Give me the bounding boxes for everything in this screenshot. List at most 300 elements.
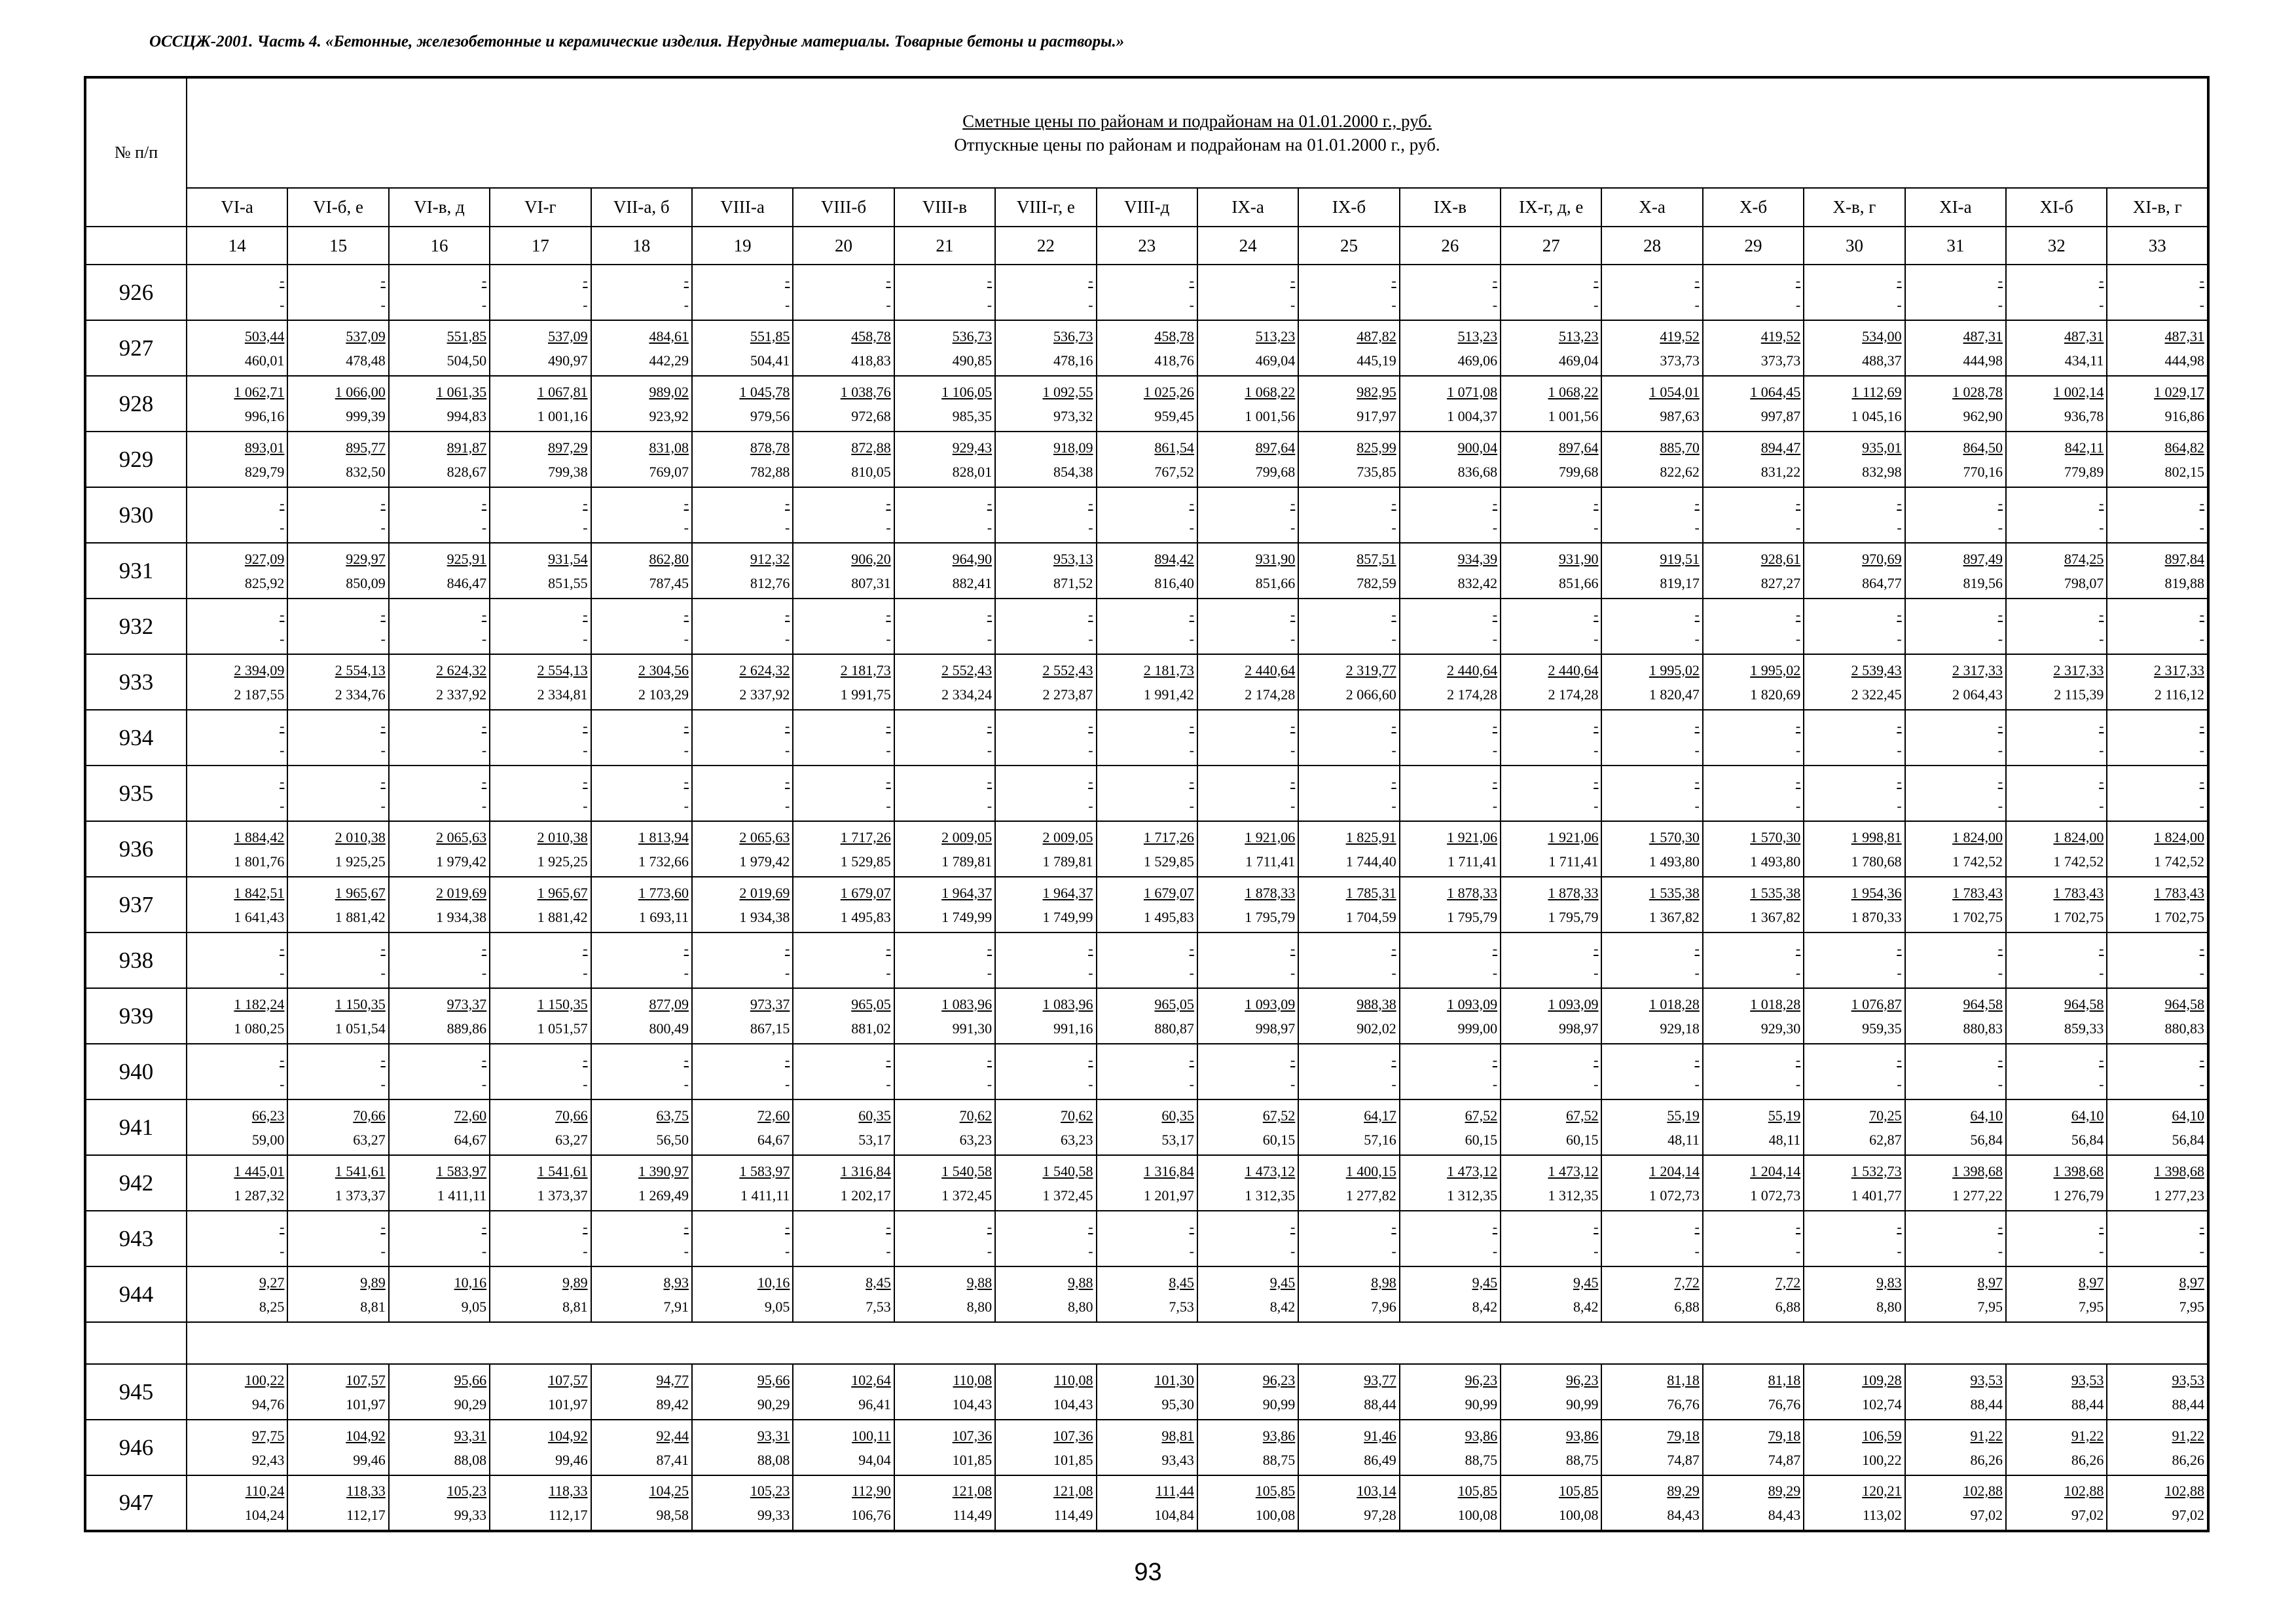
release-price: 2 174,28 — [1245, 686, 1296, 703]
release-price: - — [987, 630, 993, 647]
price-cell — [287, 710, 388, 766]
release-price: 851,55 — [548, 574, 588, 591]
row-number: 935 — [85, 766, 187, 821]
row-number: 944 — [85, 1266, 187, 1322]
release-price: - — [1189, 1242, 1194, 1259]
release-price: 88,44 — [1970, 1395, 2003, 1412]
price-cell — [187, 988, 287, 1044]
estimate-price: - — [987, 940, 993, 957]
estimate-price: 487,31 — [1963, 327, 2003, 344]
estimate-price: 1 878,33 — [1245, 884, 1296, 901]
release-price: 76,76 — [1768, 1395, 1801, 1412]
estimate-price: - — [583, 272, 588, 289]
release-price: - — [1897, 630, 1902, 647]
estimate-price: - — [1391, 606, 1396, 623]
estimate-price: 906,20 — [851, 550, 891, 567]
release-price: 1 287,32 — [234, 1187, 285, 1204]
column-number: 21 — [894, 227, 995, 265]
release-price: 63,27 — [353, 1131, 386, 1148]
estimate-price: 2 624,32 — [436, 661, 487, 678]
price-cell — [187, 376, 287, 432]
estimate-price: 537,09 — [548, 327, 588, 344]
release-price: 2 064,43 — [1952, 686, 2003, 703]
estimate-price: - — [1594, 940, 1599, 957]
release-price: 1 004,37 — [1447, 407, 1498, 424]
release-price: - — [785, 296, 790, 313]
estimate-price: 1 541,61 — [335, 1162, 386, 1179]
release-price: 994,83 — [446, 407, 487, 424]
release-price: 987,63 — [1660, 407, 1700, 424]
price-cell — [1197, 543, 1298, 599]
estimate-price: 931,90 — [1255, 550, 1296, 567]
price-cell — [389, 1044, 490, 1099]
price-cell — [591, 1155, 692, 1211]
price-cell — [490, 320, 591, 376]
release-price: - — [2199, 1242, 2204, 1259]
release-price: - — [886, 519, 891, 536]
estimate-price: 929,97 — [346, 550, 386, 567]
price-cell — [995, 1364, 1096, 1420]
price-cell — [692, 1211, 793, 1266]
table-row — [85, 487, 2208, 543]
price-cell — [490, 710, 591, 766]
price-cell — [894, 766, 995, 821]
price-cell — [894, 320, 995, 376]
release-price: 1 001,56 — [1548, 407, 1599, 424]
table-row — [85, 432, 2208, 487]
price-cell — [995, 543, 1096, 599]
price-cell — [2107, 1364, 2208, 1420]
estimate-price: - — [1594, 272, 1599, 289]
price-cell — [1197, 432, 1298, 487]
price-cell — [793, 1475, 894, 1531]
price-cell — [389, 821, 490, 877]
release-price: 787,45 — [649, 574, 689, 591]
price-cell — [995, 988, 1096, 1044]
release-price: - — [987, 296, 993, 313]
price-cell — [1501, 1266, 1601, 1322]
release-price: - — [481, 296, 487, 313]
release-price: 819,88 — [2164, 574, 2204, 591]
section-gap-cell — [85, 1322, 187, 1364]
release-price: 418,76 — [1154, 352, 1194, 369]
estimate-price: 2 181,73 — [840, 661, 891, 678]
estimate-price: - — [1594, 717, 1599, 734]
release-price: 2 322,45 — [1851, 686, 1902, 703]
estimate-price: 93,86 — [1262, 1427, 1296, 1444]
estimate-price: - — [280, 717, 285, 734]
price-cell — [894, 877, 995, 932]
price-cell — [1097, 1475, 1197, 1531]
estimate-price: - — [886, 606, 891, 623]
price-cell — [1097, 320, 1197, 376]
region-header: X-б — [1703, 188, 1804, 227]
price-cell — [1804, 877, 1904, 932]
release-price: 95,30 — [1161, 1395, 1194, 1412]
estimate-price: 104,92 — [548, 1427, 588, 1444]
price-cell — [1298, 1364, 1399, 1420]
estimate-price: 109,28 — [1862, 1371, 1902, 1388]
price-cell — [1298, 487, 1399, 543]
estimate-price: 513,23 — [1255, 327, 1296, 344]
price-cell — [1298, 265, 1399, 320]
estimate-price: - — [2199, 494, 2204, 511]
price-cell — [894, 932, 995, 988]
price-cell — [1197, 320, 1298, 376]
price-cell — [1501, 543, 1601, 599]
price-cell — [692, 1155, 793, 1211]
estimate-price: 67,52 — [1465, 1107, 1498, 1124]
release-price: 1 820,47 — [1649, 686, 1700, 703]
release-price: 469,04 — [1255, 352, 1296, 369]
release-price: - — [1594, 741, 1599, 758]
estimate-price: 1 878,33 — [1548, 884, 1599, 901]
release-price: 53,17 — [1161, 1131, 1194, 1148]
price-cell — [2107, 988, 2208, 1044]
price-cell — [389, 376, 490, 432]
estimate-price: 1 066,00 — [335, 383, 386, 400]
price-cell — [2006, 932, 2107, 988]
estimate-price: 9,88 — [1068, 1274, 1093, 1291]
price-cell — [1298, 710, 1399, 766]
release-price: - — [2099, 964, 2104, 981]
price-cell — [1804, 932, 1904, 988]
estimate-price: 92,44 — [656, 1427, 689, 1444]
release-price: - — [1088, 519, 1093, 536]
price-cell — [1703, 376, 1804, 432]
estimate-price: - — [785, 940, 790, 957]
price-cell — [2006, 265, 2107, 320]
estimate-price: - — [886, 940, 891, 957]
price-cell — [793, 1099, 894, 1155]
release-price: 979,56 — [750, 407, 790, 424]
release-price: - — [481, 1242, 487, 1259]
column-number: 20 — [793, 227, 894, 265]
estimate-price: 67,52 — [1262, 1107, 1296, 1124]
estimate-price: - — [2199, 773, 2204, 790]
price-cell — [187, 710, 287, 766]
price-cell — [1298, 988, 1399, 1044]
estimate-price: - — [683, 717, 689, 734]
release-price: - — [380, 1242, 386, 1259]
release-price: 769,07 — [649, 463, 689, 480]
estimate-price: - — [2099, 1218, 2104, 1235]
estimate-price: - — [1088, 494, 1093, 511]
price-cell — [894, 710, 995, 766]
release-price: 48,11 — [1768, 1131, 1801, 1148]
row-number: 928 — [85, 376, 187, 432]
column-number: 30 — [1804, 227, 1904, 265]
release-price: 504,50 — [446, 352, 487, 369]
estimate-price: 918,09 — [1053, 439, 1093, 456]
price-cell — [287, 432, 388, 487]
estimate-price: 1 679,07 — [840, 884, 891, 901]
price-cell — [1804, 543, 1904, 599]
release-price: - — [2099, 519, 2104, 536]
price-cell — [1400, 376, 1501, 432]
release-price: 832,42 — [1457, 574, 1498, 591]
estimate-price: - — [1897, 717, 1902, 734]
table-row — [85, 654, 2208, 710]
estimate-price: - — [280, 606, 285, 623]
estimate-price: 2 304,56 — [638, 661, 689, 678]
release-price: - — [1492, 630, 1498, 647]
estimate-price: 93,53 — [2071, 1371, 2104, 1388]
price-cell — [1400, 1155, 1501, 1211]
release-price: 936,78 — [2064, 407, 2104, 424]
estimate-price: 1 093,09 — [1548, 995, 1599, 1012]
price-cell — [287, 1420, 388, 1475]
estimate-price: 102,88 — [2064, 1483, 2104, 1499]
estimate-price: 551,85 — [446, 327, 487, 344]
price-cell — [995, 1155, 1096, 1211]
price-cell — [692, 654, 793, 710]
estimate-price: 1 398,68 — [2053, 1162, 2104, 1179]
release-price: - — [1088, 296, 1093, 313]
price-cell — [287, 766, 388, 821]
estimate-price: - — [785, 773, 790, 790]
estimate-price: 93,53 — [1970, 1371, 2003, 1388]
price-cell — [894, 432, 995, 487]
estimate-price: 70,62 — [959, 1107, 993, 1124]
release-price: 799,68 — [1558, 463, 1599, 480]
estimate-price: - — [1897, 606, 1902, 623]
estimate-price: 964,58 — [2164, 995, 2204, 1012]
release-price: - — [1594, 519, 1599, 536]
estimate-price: 1 535,38 — [1649, 884, 1700, 901]
release-price: 1 276,79 — [2053, 1187, 2104, 1204]
price-cell — [287, 1266, 388, 1322]
release-price: 84,43 — [1768, 1507, 1801, 1523]
release-price: - — [785, 1242, 790, 1259]
estimate-price: - — [1290, 717, 1296, 734]
price-cell — [1804, 1266, 1904, 1322]
estimate-price: - — [1694, 773, 1700, 790]
price-cell — [894, 654, 995, 710]
estimate-price: - — [280, 1218, 285, 1235]
price-cell — [1804, 1155, 1904, 1211]
price-cell — [2107, 654, 2208, 710]
release-price: 1 373,37 — [537, 1187, 588, 1204]
estimate-price: 1 717,26 — [1143, 828, 1194, 845]
price-cell — [1501, 932, 1601, 988]
price-cell — [894, 265, 995, 320]
estimate-price: 1 054,01 — [1649, 383, 1700, 400]
price-cell — [490, 376, 591, 432]
release-price: - — [583, 797, 588, 814]
estimate-price: 1 570,30 — [1649, 828, 1700, 845]
estimate-price: 1 921,06 — [1447, 828, 1498, 845]
release-price: 90,99 — [1565, 1395, 1599, 1412]
column-number: 24 — [1197, 227, 1298, 265]
price-cell — [187, 1211, 287, 1266]
price-cell — [692, 1475, 793, 1531]
release-price: - — [1492, 1075, 1498, 1092]
release-price: 434,11 — [2064, 352, 2104, 369]
release-price: 850,09 — [346, 574, 386, 591]
estimate-price: 982,95 — [1357, 383, 1396, 400]
release-price: 90,29 — [757, 1395, 790, 1412]
release-price: - — [1391, 741, 1396, 758]
price-cell — [389, 599, 490, 654]
estimate-price: 118,33 — [548, 1483, 588, 1499]
estimate-price: - — [1997, 494, 2003, 511]
estimate-price: - — [1189, 773, 1194, 790]
price-cell — [692, 932, 793, 988]
price-cell — [1703, 432, 1804, 487]
release-price: 1 742,52 — [2053, 853, 2104, 870]
column-number: 25 — [1298, 227, 1399, 265]
price-cell — [1400, 877, 1501, 932]
release-price: 90,29 — [454, 1395, 487, 1412]
estimate-price: 1 106,05 — [941, 383, 993, 400]
release-price: 7,53 — [1169, 1298, 1194, 1315]
release-price: - — [683, 296, 689, 313]
release-price: 9,05 — [461, 1298, 487, 1315]
estimate-price: 107,36 — [1053, 1427, 1093, 1444]
price-cell — [1703, 1155, 1804, 1211]
estimate-price: - — [1088, 1051, 1093, 1068]
release-price: 1 529,85 — [1143, 853, 1194, 870]
price-cell — [1197, 1155, 1298, 1211]
estimate-price: 89,29 — [1667, 1483, 1700, 1499]
price-cell — [591, 487, 692, 543]
price-cell — [2107, 1420, 2208, 1475]
release-price: - — [1997, 964, 2003, 981]
column-number: 26 — [1400, 227, 1501, 265]
price-cell — [1501, 599, 1601, 654]
release-price: - — [1391, 964, 1396, 981]
price-cell — [490, 988, 591, 1044]
release-price: 100,08 — [1255, 1507, 1296, 1523]
estimate-price: - — [1391, 717, 1396, 734]
release-price: 2 334,76 — [335, 686, 386, 703]
release-price: 88,44 — [1364, 1395, 1396, 1412]
price-cell — [995, 1211, 1096, 1266]
price-cell — [1298, 543, 1399, 599]
estimate-price: - — [380, 773, 386, 790]
table-row — [85, 543, 2208, 599]
release-price: - — [1897, 296, 1902, 313]
price-cell — [591, 1266, 692, 1322]
estimate-price: 98,81 — [1161, 1427, 1194, 1444]
estimate-price: 1 029,17 — [2154, 383, 2204, 400]
release-price: - — [481, 1075, 487, 1092]
price-cell — [1804, 766, 1904, 821]
estimate-price: - — [683, 606, 689, 623]
estimate-price: - — [380, 717, 386, 734]
estimate-price: 864,82 — [2164, 439, 2204, 456]
estimate-price: - — [481, 1051, 487, 1068]
price-cell — [1905, 988, 2006, 1044]
release-price: 1 702,75 — [2154, 908, 2204, 925]
price-cell — [1905, 1211, 2006, 1266]
price-cell — [187, 1099, 287, 1155]
estimate-price: - — [1088, 606, 1093, 623]
estimate-price: 96,23 — [1262, 1371, 1296, 1388]
release-price: 8,81 — [360, 1298, 386, 1315]
estimate-price: 8,45 — [1169, 1274, 1194, 1291]
row-number-header: № п/п — [85, 77, 187, 227]
release-price: - — [1694, 296, 1700, 313]
price-cell — [692, 1420, 793, 1475]
release-price: 880,83 — [2164, 1020, 2204, 1037]
estimate-price: 1 092,55 — [1042, 383, 1093, 400]
estimate-price: 487,31 — [2164, 327, 2204, 344]
estimate-price: 1 921,06 — [1245, 828, 1296, 845]
release-price: 2 273,87 — [1042, 686, 1093, 703]
estimate-price: 1 068,22 — [1245, 383, 1296, 400]
release-price: - — [683, 741, 689, 758]
estimate-price: - — [987, 272, 993, 289]
estimate-price: 2 440,64 — [1245, 661, 1296, 678]
release-price: 1 749,99 — [1042, 908, 1093, 925]
estimate-price: 2 010,38 — [537, 828, 588, 845]
estimate-price: - — [1088, 717, 1093, 734]
estimate-price: 897,64 — [1558, 439, 1599, 456]
estimate-price: 110,24 — [245, 1483, 285, 1499]
estimate-price: 964,90 — [952, 550, 993, 567]
estimate-price: - — [2099, 272, 2104, 289]
price-cell — [692, 1266, 793, 1322]
estimate-price: 9,89 — [360, 1274, 386, 1291]
price-cell — [1097, 988, 1197, 1044]
price-cell — [894, 1364, 995, 1420]
estimate-price: 831,08 — [649, 439, 689, 456]
estimate-price: 534,00 — [1862, 327, 1902, 344]
price-cell — [2006, 320, 2107, 376]
price-cell — [1601, 1099, 1702, 1155]
price-cell — [1703, 821, 1804, 877]
release-price: 104,43 — [1053, 1395, 1093, 1412]
release-price: - — [1189, 630, 1194, 647]
estimate-price: 928,61 — [1760, 550, 1801, 567]
estimate-price: 964,58 — [1963, 995, 2003, 1012]
release-price: 827,27 — [1760, 574, 1801, 591]
release-price: - — [1492, 519, 1498, 536]
price-cell — [1703, 1475, 1804, 1531]
price-cell — [591, 1364, 692, 1420]
price-cell — [490, 1155, 591, 1211]
release-price: 1 269,49 — [638, 1187, 689, 1204]
estimate-price: 1 093,09 — [1245, 995, 1296, 1012]
release-price: 88,44 — [2172, 1395, 2204, 1412]
price-cell — [1703, 988, 1804, 1044]
price-cell — [287, 487, 388, 543]
estimate-price: 93,53 — [2172, 1371, 2204, 1388]
table-row — [85, 932, 2208, 988]
column-number: 15 — [287, 227, 388, 265]
release-price: 469,04 — [1558, 352, 1599, 369]
estimate-price: 1 783,43 — [2154, 884, 2204, 901]
price-cell — [995, 1266, 1096, 1322]
estimate-price: - — [280, 272, 285, 289]
row-number: 926 — [85, 265, 187, 320]
release-price: 1 372,45 — [941, 1187, 993, 1204]
release-price: - — [380, 630, 386, 647]
price-cell — [1400, 265, 1501, 320]
estimate-price: 537,09 — [346, 327, 386, 344]
row-number: 938 — [85, 932, 187, 988]
release-price: 104,43 — [952, 1395, 993, 1412]
price-cell — [1601, 265, 1702, 320]
release-price: - — [2099, 741, 2104, 758]
release-price: 779,89 — [2064, 463, 2104, 480]
price-cell — [1501, 1044, 1601, 1099]
price-cell — [1601, 877, 1702, 932]
price-cell — [2006, 766, 2107, 821]
estimate-price: 9,45 — [1472, 1274, 1498, 1291]
